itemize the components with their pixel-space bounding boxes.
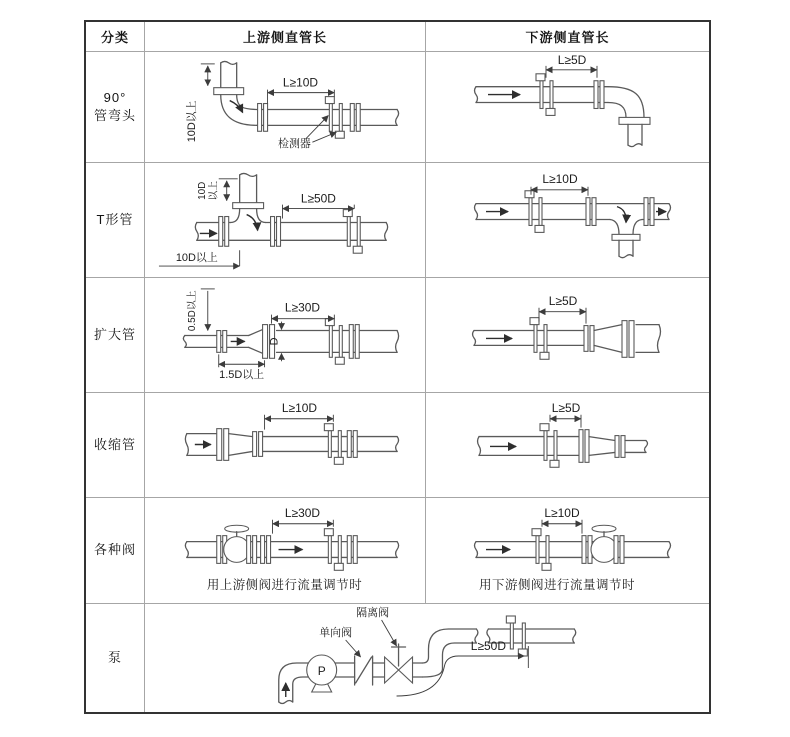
dimension-line (397, 656, 525, 696)
detector-label: 检测器 (278, 138, 311, 151)
flange (214, 88, 244, 95)
sensor (510, 623, 513, 649)
sensor (536, 536, 539, 564)
category-pump (86, 604, 145, 712)
category-expansion-label: 扩大管 (93, 326, 136, 342)
sensor (328, 431, 331, 458)
dim-label: L≥5D (548, 293, 578, 308)
diagram-expansion-upstream (145, 278, 426, 393)
sensor (540, 81, 543, 109)
sensor (328, 536, 331, 564)
vertical-dim-label-1: 10D (196, 181, 208, 200)
dim-label: L≥50D (470, 638, 506, 654)
vertical-pipe (221, 63, 237, 88)
category-reduction (86, 393, 145, 498)
pump-label: P (317, 663, 326, 679)
step-dim-label: 0.5D以上 (186, 290, 198, 332)
diagram-valves-downstream (426, 498, 709, 604)
diagram-expansion-downstream (426, 278, 709, 393)
category-tee-label: T形管 (96, 211, 134, 227)
sensor (529, 198, 532, 226)
dim-label: L≥5D (557, 52, 587, 67)
header-upstream (145, 22, 426, 52)
reduction-cone (589, 437, 615, 456)
category-reduction-label: 收缩管 (93, 436, 136, 452)
sensor (544, 431, 547, 461)
dim-label: L≥30D (284, 300, 320, 315)
header-category (86, 22, 145, 52)
small-pipe (625, 441, 646, 453)
sensor (534, 325, 537, 353)
big-pipe (277, 331, 398, 353)
category-elbow-line1: 90° (103, 89, 127, 105)
dim-label: L≥50D (300, 191, 336, 206)
diagram-tee-upstream (145, 163, 426, 278)
category-expansion (86, 278, 145, 393)
pipe-installation-table (84, 20, 711, 714)
diagram-elbow-downstream (426, 52, 709, 163)
inlet-pipe (279, 663, 311, 702)
elbow (608, 87, 644, 118)
vertical-dim-label-2: 以上 (208, 180, 220, 201)
valve-body (224, 537, 250, 563)
check-valve (355, 656, 373, 685)
category-pump-label: 泵 (107, 649, 122, 665)
caption: 用下游侧阀进行流量调节时 (479, 578, 635, 593)
isolation-valve-label: 隔离阀 (356, 606, 390, 620)
dim-label: L≥30D (284, 505, 320, 520)
diagram-reduction-upstream (145, 393, 426, 498)
check-valve-label: 单向阀 (319, 626, 353, 640)
expansion-cone (594, 325, 622, 353)
header-downstream-label: 下游侧直管长 (525, 30, 610, 45)
dim-label: L≥10D (542, 171, 578, 186)
diagram-elbow-upstream (145, 52, 426, 163)
reduction-cone (229, 434, 253, 456)
valve-body (591, 537, 617, 563)
category-elbow-line2: 管弯头 (93, 108, 136, 123)
caption: 用上游侧阀进行流量调节时 (206, 578, 363, 593)
category-valves (86, 498, 145, 604)
branch-pipe (240, 175, 257, 203)
diagram-tee-downstream (426, 163, 709, 278)
bottom-dim-label: 10D以上 (175, 252, 218, 265)
category-elbow (86, 52, 145, 163)
category-tee (86, 163, 145, 278)
vertical-dim-label: 10D以上 (185, 100, 198, 143)
diagram-pump (145, 604, 709, 712)
header-upstream-label: 上游侧直管长 (242, 30, 327, 45)
expansion-cone (249, 330, 263, 354)
header-downstream (426, 22, 709, 52)
cone-dim-label: 1.5D以上 (219, 369, 265, 382)
big-pipe (636, 325, 659, 353)
diagram-valves-upstream (145, 498, 426, 604)
diagram-reduction-downstream (426, 393, 709, 498)
dim-label: L≥10D (544, 505, 580, 520)
dim-label: L≥5D (551, 400, 581, 415)
header-category-label: 分类 (100, 30, 129, 45)
dim-label: L≥10D (281, 400, 318, 415)
dim-label: L≥10D (282, 75, 318, 90)
category-valves-label: 各种阀 (93, 542, 136, 558)
sensor (329, 326, 332, 358)
branch-flow-arrow (247, 215, 258, 231)
diameter-label: D (268, 337, 281, 346)
elbow (221, 95, 259, 126)
branch-flow-arrow (617, 207, 626, 223)
sensor (329, 104, 332, 132)
sensor (347, 217, 350, 247)
